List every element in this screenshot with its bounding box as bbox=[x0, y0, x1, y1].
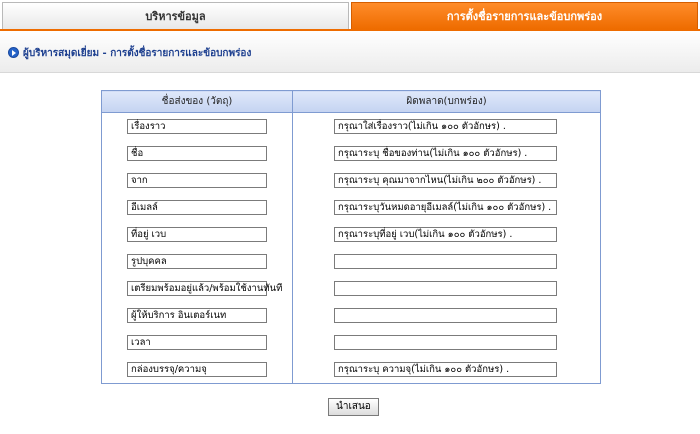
table-row bbox=[102, 356, 601, 384]
name-cell bbox=[102, 194, 293, 221]
column-header-name: ชื่อส่งของ (วัตถุ) bbox=[102, 91, 293, 113]
submit-button[interactable]: นำเสนอ bbox=[328, 398, 379, 416]
error-message-input[interactable]: กรุณาระบุวันหมดอายุอีเมลล์(ไม่เกิน ๑๐๐ ตัวอักษร) . bbox=[334, 200, 557, 215]
tab-data-management[interactable]: บริหารข้อมูล bbox=[2, 2, 349, 29]
table-row bbox=[102, 275, 601, 302]
error-message-input[interactable] bbox=[334, 308, 557, 323]
error-message-input[interactable]: กรุณาใส่เรื่องราว(ไม่เกิน ๑๐๐ ตัวอักษร) . bbox=[334, 119, 557, 134]
table-row bbox=[102, 140, 601, 167]
error-cell bbox=[293, 275, 601, 302]
name-cell bbox=[102, 140, 293, 167]
error-message-input[interactable]: กรุณาระบุ ชื่อของท่าน(ไม่เกิน ๑๐๐ ตัวอักษร) . bbox=[334, 146, 557, 161]
error-cell bbox=[293, 167, 601, 194]
error-message-input[interactable] bbox=[334, 254, 557, 269]
table-row bbox=[102, 167, 601, 194]
tab-naming-and-errors[interactable]: การตั้งชื่อรายการและข้อบกพร่อง bbox=[351, 2, 698, 29]
error-cell bbox=[293, 248, 601, 275]
error-message-input[interactable]: กรุณาระบุ ความจุ(ไม่เกิน ๑๐๐ ตัวอักษร) . bbox=[334, 362, 557, 377]
error-cell bbox=[293, 113, 601, 140]
error-cell bbox=[293, 194, 601, 221]
table-row bbox=[102, 194, 601, 221]
field-name-input[interactable]: ที่อยู่ เวบ bbox=[127, 227, 267, 242]
field-name-input[interactable]: ชื่อ bbox=[127, 146, 267, 161]
error-cell bbox=[293, 221, 601, 248]
name-cell bbox=[102, 329, 293, 356]
table-row bbox=[102, 113, 601, 140]
column-header-error: ผิดพลาด(บกพร่อง) bbox=[293, 91, 601, 113]
name-cell bbox=[102, 167, 293, 194]
field-settings-table bbox=[101, 90, 601, 384]
arrow-circle-icon bbox=[8, 47, 19, 58]
name-cell bbox=[102, 113, 293, 140]
table-row bbox=[102, 302, 601, 329]
tab-bar bbox=[0, 0, 700, 30]
field-name-input[interactable]: เตรียมพร้อมอยู่แล้ว/พร้อมใช้งานทันที bbox=[127, 281, 267, 296]
error-message-input[interactable]: กรุณาระบุ คุณมาจากไหน(ไม่เกิน ๒๐๐ ตัวอักษร) . bbox=[334, 173, 557, 188]
table-row bbox=[102, 248, 601, 275]
table-row bbox=[102, 329, 601, 356]
error-cell bbox=[293, 329, 601, 356]
error-cell bbox=[293, 356, 601, 384]
breadcrumb-bar bbox=[0, 31, 700, 73]
field-name-input[interactable]: อีเมลล์ bbox=[127, 200, 267, 215]
error-message-input[interactable] bbox=[334, 335, 557, 350]
breadcrumb: ผู้บริหารสมุดเยี่ยม - การตั้งชื่อรายการและข้อบกพร่อง bbox=[23, 48, 252, 59]
error-cell bbox=[293, 302, 601, 329]
field-name-input[interactable]: เวลา bbox=[127, 335, 267, 350]
field-name-input[interactable]: ผู้ให้บริการ อินเตอร์เนท bbox=[127, 308, 267, 323]
name-cell bbox=[102, 302, 293, 329]
field-name-input[interactable]: รูปบุคคล bbox=[127, 254, 267, 269]
name-cell bbox=[102, 248, 293, 275]
name-cell bbox=[102, 221, 293, 248]
field-name-input[interactable]: เรื่องราว bbox=[127, 119, 267, 134]
field-name-input[interactable]: จาก bbox=[127, 173, 267, 188]
name-cell bbox=[102, 275, 293, 302]
error-message-input[interactable]: กรุณาระบุที่อยู่ เวบ(ไม่เกิน ๑๐๐ ตัวอักษร) . bbox=[334, 227, 557, 242]
table-row bbox=[102, 221, 601, 248]
error-cell bbox=[293, 140, 601, 167]
error-message-input[interactable] bbox=[334, 281, 557, 296]
name-cell bbox=[102, 356, 293, 384]
field-name-input[interactable]: กล่องบรรจุ/ความจุ bbox=[127, 362, 267, 377]
